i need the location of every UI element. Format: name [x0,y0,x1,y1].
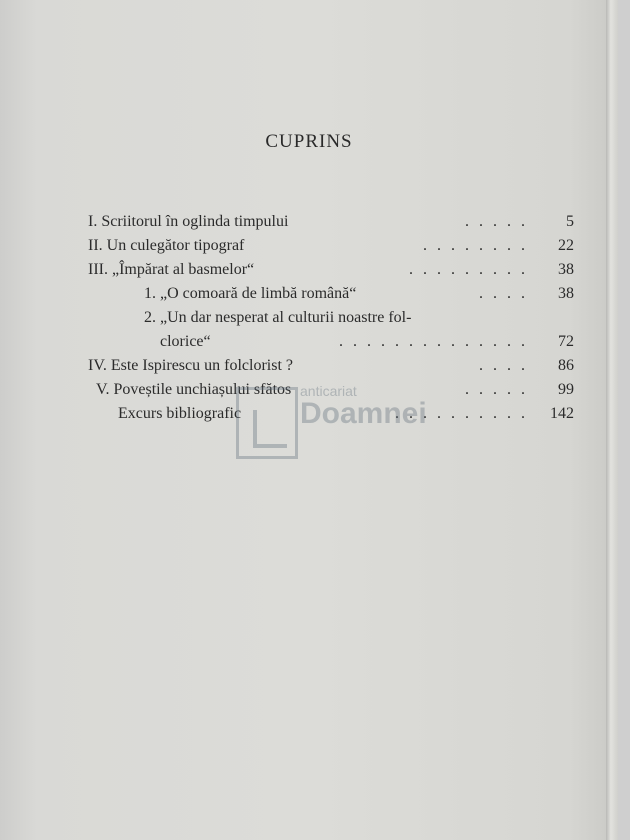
toc-entry [88,306,578,330]
toc-entry [88,354,578,378]
toc-entry [88,282,578,306]
toc-entry-title: 2. „Un dar nesperat al culturii noastre fol- [144,309,412,326]
toc-entry [88,234,578,258]
toc-entry-title: I. Scriitorul în oglinda timpului [88,213,289,230]
toc-entry-title: 1. „O comoară de limbă română“ [144,285,357,302]
toc-page-number: 72 [558,333,574,350]
toc-entry-title: clorice“ [160,333,211,350]
toc-page-number: 22 [558,237,574,254]
toc-entry [88,378,578,402]
toc-page-number: 86 [558,357,574,374]
watermark-big-text: Doamnei [300,397,427,430]
toc-entry [88,210,578,234]
toc-leader-dots: . . . . . . . . [423,237,528,254]
toc-leader-dots: . . . . [479,357,528,374]
toc-leader-dots: . . . . . [465,213,528,230]
toc-entry-title: IV. Este Ispirescu un folclorist ? [88,357,293,374]
table-of-contents [88,210,578,426]
toc-page-number: 38 [558,285,574,302]
toc-entry-title: II. Un culegător tipograf [88,237,245,254]
toc-entry [88,330,578,354]
page-edge [606,0,618,840]
toc-page-number: 99 [558,381,574,398]
toc-page-number: 5 [566,213,574,230]
toc-leader-dots: . . . . . . . . . . [395,405,528,422]
toc-entry-title: Excurs bibliografic [118,405,242,422]
toc-leader-dots: . . . . [479,285,528,302]
toc-page-number: 38 [558,261,574,278]
toc-entry-title: III. „Împărat al basmelor“ [88,261,255,278]
toc-entry [88,402,578,426]
toc-page-number: 142 [550,405,574,422]
watermark-small-text: anticariat [300,383,357,399]
toc-leader-dots: . . . . . [465,381,528,398]
toc-entry [88,258,578,282]
toc-entry-title: V. Poveștile unchiașului sfătos [96,381,292,398]
toc-leader-dots: . . . . . . . . . . . . . . [339,333,528,350]
page-title: CUPRINS [265,131,353,152]
toc-leader-dots: . . . . . . . . . [409,261,528,278]
